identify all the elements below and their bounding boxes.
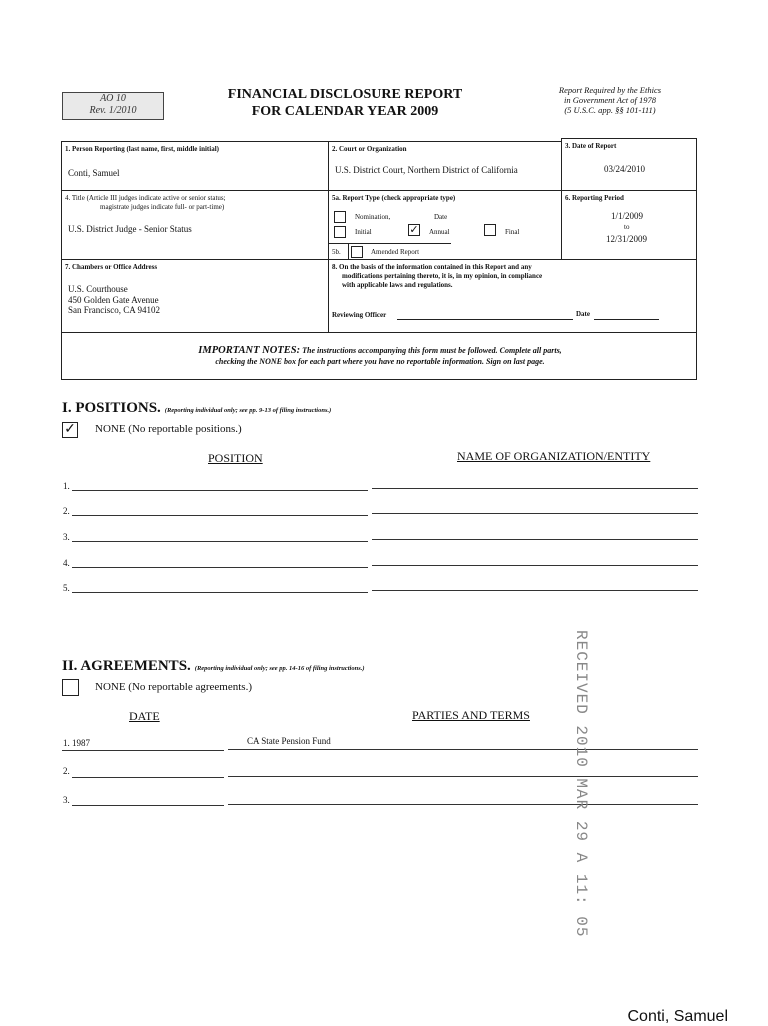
address-line-2: 450 Golden Gate Avenue	[68, 295, 159, 305]
period-to-word: to	[624, 223, 630, 231]
report-type-cell	[328, 190, 562, 260]
agreements-note: (Reporting individual only; see pp. 14-16 of filing instructions.)	[194, 665, 365, 672]
agreement-row-number: 1. 1987	[63, 738, 90, 748]
agreement-date-line[interactable]	[72, 777, 224, 778]
address-line-3: San Francisco, CA 94102	[68, 305, 160, 315]
period-to: 12/31/2009	[606, 234, 648, 244]
court-cell	[328, 141, 562, 191]
title-cell	[61, 190, 329, 260]
report-title	[200, 86, 490, 120]
date-of-report-cell	[561, 138, 697, 191]
initial-label: Initial	[355, 228, 372, 236]
position-row-number: 3.	[63, 532, 70, 542]
nomination-label: Nomination,	[355, 213, 391, 221]
amended-prefix: 5b.	[332, 248, 341, 256]
address-line-1: U.S. Courthouse	[68, 284, 128, 294]
compliance-line-1: 8. On the basis of the information contained in this Report and any	[332, 263, 532, 271]
organization-column-header: NAME OF ORGANIZATION/ENTITY	[457, 449, 651, 463]
final-checkbox[interactable]	[484, 224, 496, 236]
position-row-number: 5.	[63, 583, 70, 593]
notes-line-1	[62, 345, 698, 356]
position-line[interactable]	[72, 592, 368, 593]
title-line-2: FOR CALENDAR YEAR 2009	[251, 104, 439, 119]
person-reporting-label: 1. Person Reporting (last name, first, middle initial)	[65, 145, 219, 153]
title-line-1: FINANCIAL DISCLOSURE REPORT	[227, 87, 463, 102]
notes-line-2: checking the NONE box for each part where you have no reportable information. Sign on last page.	[215, 357, 545, 366]
title-label-1: 4. Title (Article III judges indicate active or senior status;	[65, 194, 226, 202]
chambers-cell	[61, 259, 329, 333]
statutory-line-3: (5 U.S.C. app. §§ 101-111)	[564, 105, 656, 115]
agreements-title: II. AGREEMENTS.	[62, 658, 191, 674]
important-notes-cell	[61, 332, 697, 380]
position-row-number: 1.	[63, 481, 70, 491]
position-row-number: 2.	[63, 506, 70, 516]
organization-line[interactable]	[372, 565, 698, 566]
agreement-row-number: 2.	[63, 766, 70, 776]
agreements-heading	[62, 657, 365, 675]
final-label: Final	[505, 228, 520, 236]
statutory-line-2: in Government Act of 1978	[564, 95, 656, 105]
annual-label: Annual	[429, 228, 450, 236]
positions-title: I. POSITIONS.	[62, 400, 161, 416]
organization-line[interactable]	[372, 488, 698, 489]
positions-note: (Reporting individual only; see pp. 9-13 of filing instructions.)	[164, 407, 332, 414]
received-stamp: RECEIVED 2010 MAR 29 A 11: 05	[572, 630, 590, 938]
annual-checkbox[interactable]: ✓	[409, 224, 419, 236]
position-line[interactable]	[72, 490, 368, 491]
position-line[interactable]	[72, 541, 368, 542]
person-reporting-cell	[61, 141, 329, 191]
initial-checkbox[interactable]	[334, 226, 346, 238]
compliance-line-3: with applicable laws and regulations.	[342, 281, 453, 289]
reporting-period-cell	[561, 190, 697, 260]
organization-line[interactable]	[372, 590, 698, 591]
agreement-parties-line[interactable]	[228, 749, 698, 750]
reviewing-date-label: Date	[576, 310, 590, 318]
amended-checkbox[interactable]	[351, 246, 363, 258]
amended-label: Amended Report	[371, 248, 420, 256]
statutory-note	[540, 85, 680, 115]
reviewing-officer-label: Reviewing Officer	[332, 311, 387, 319]
period-from: 1/1/2009	[611, 211, 644, 221]
position-row-number: 4.	[63, 558, 70, 568]
agreement-date-line[interactable]	[72, 805, 224, 806]
compliance-line-2: modifications pertaining thereto, it is, in my opinion, in compliance	[342, 272, 543, 280]
parties-column-header: PARTIES AND TERMS	[412, 708, 530, 722]
notes-heading: IMPORTANT NOTES:	[198, 345, 301, 356]
organization-line[interactable]	[372, 513, 698, 514]
positions-none-checkbox[interactable]: ✓	[62, 422, 78, 438]
notes-text-1: The instructions accompanying this form must be followed. Complete all parts,	[302, 346, 562, 355]
reviewing-date-line[interactable]	[594, 319, 659, 320]
position-line[interactable]	[72, 567, 368, 568]
report-type-label: 5a. Report Type (check appropriate type)	[332, 194, 456, 202]
agreement-parties-value: CA State Pension Fund	[247, 736, 331, 746]
agreement-date-line[interactable]	[62, 750, 224, 751]
title-value: U.S. District Judge - Senior Status	[68, 224, 192, 234]
form-revision: Rev. 1/2010	[89, 105, 137, 116]
compliance-cell	[328, 259, 697, 333]
nomination-checkbox[interactable]	[334, 211, 346, 223]
nomination-date-label: Date	[434, 213, 448, 221]
agreement-parties-line[interactable]	[228, 776, 698, 777]
position-line[interactable]	[72, 515, 368, 516]
statutory-line-1: Report Required by the Ethics	[558, 85, 662, 95]
form-number: AO 10	[100, 93, 126, 104]
positions-none-label: NONE (No reportable positions.)	[95, 423, 242, 435]
positions-heading	[62, 399, 331, 417]
footer-filer-name: Conti, Samuel	[627, 1008, 728, 1025]
organization-line[interactable]	[372, 539, 698, 540]
date-of-report-value: 03/24/2010	[604, 164, 646, 174]
position-column-header: POSITION	[208, 451, 263, 465]
reporting-period-label: 6. Reporting Period	[565, 194, 624, 202]
date-of-report-label: 3. Date of Report	[565, 142, 617, 150]
person-reporting-value: Conti, Samuel	[68, 168, 120, 178]
reviewing-officer-line[interactable]	[397, 319, 573, 320]
title-label-2: magistrate judges indicate full- or part-time)	[100, 203, 225, 211]
agreement-row-number: 3.	[63, 795, 70, 805]
agreements-none-checkbox[interactable]	[62, 679, 79, 696]
court-label: 2. Court or Organization	[332, 145, 407, 153]
agreements-none-label: NONE (No reportable agreements.)	[95, 681, 252, 693]
form-number-badge	[62, 92, 164, 120]
date-column-header: DATE	[129, 709, 160, 723]
court-value: U.S. District Court, Northern District of California	[335, 165, 518, 175]
amended-divider-v	[348, 243, 349, 260]
agreement-parties-line[interactable]	[228, 804, 698, 805]
chambers-label: 7. Chambers or Office Address	[65, 263, 158, 271]
